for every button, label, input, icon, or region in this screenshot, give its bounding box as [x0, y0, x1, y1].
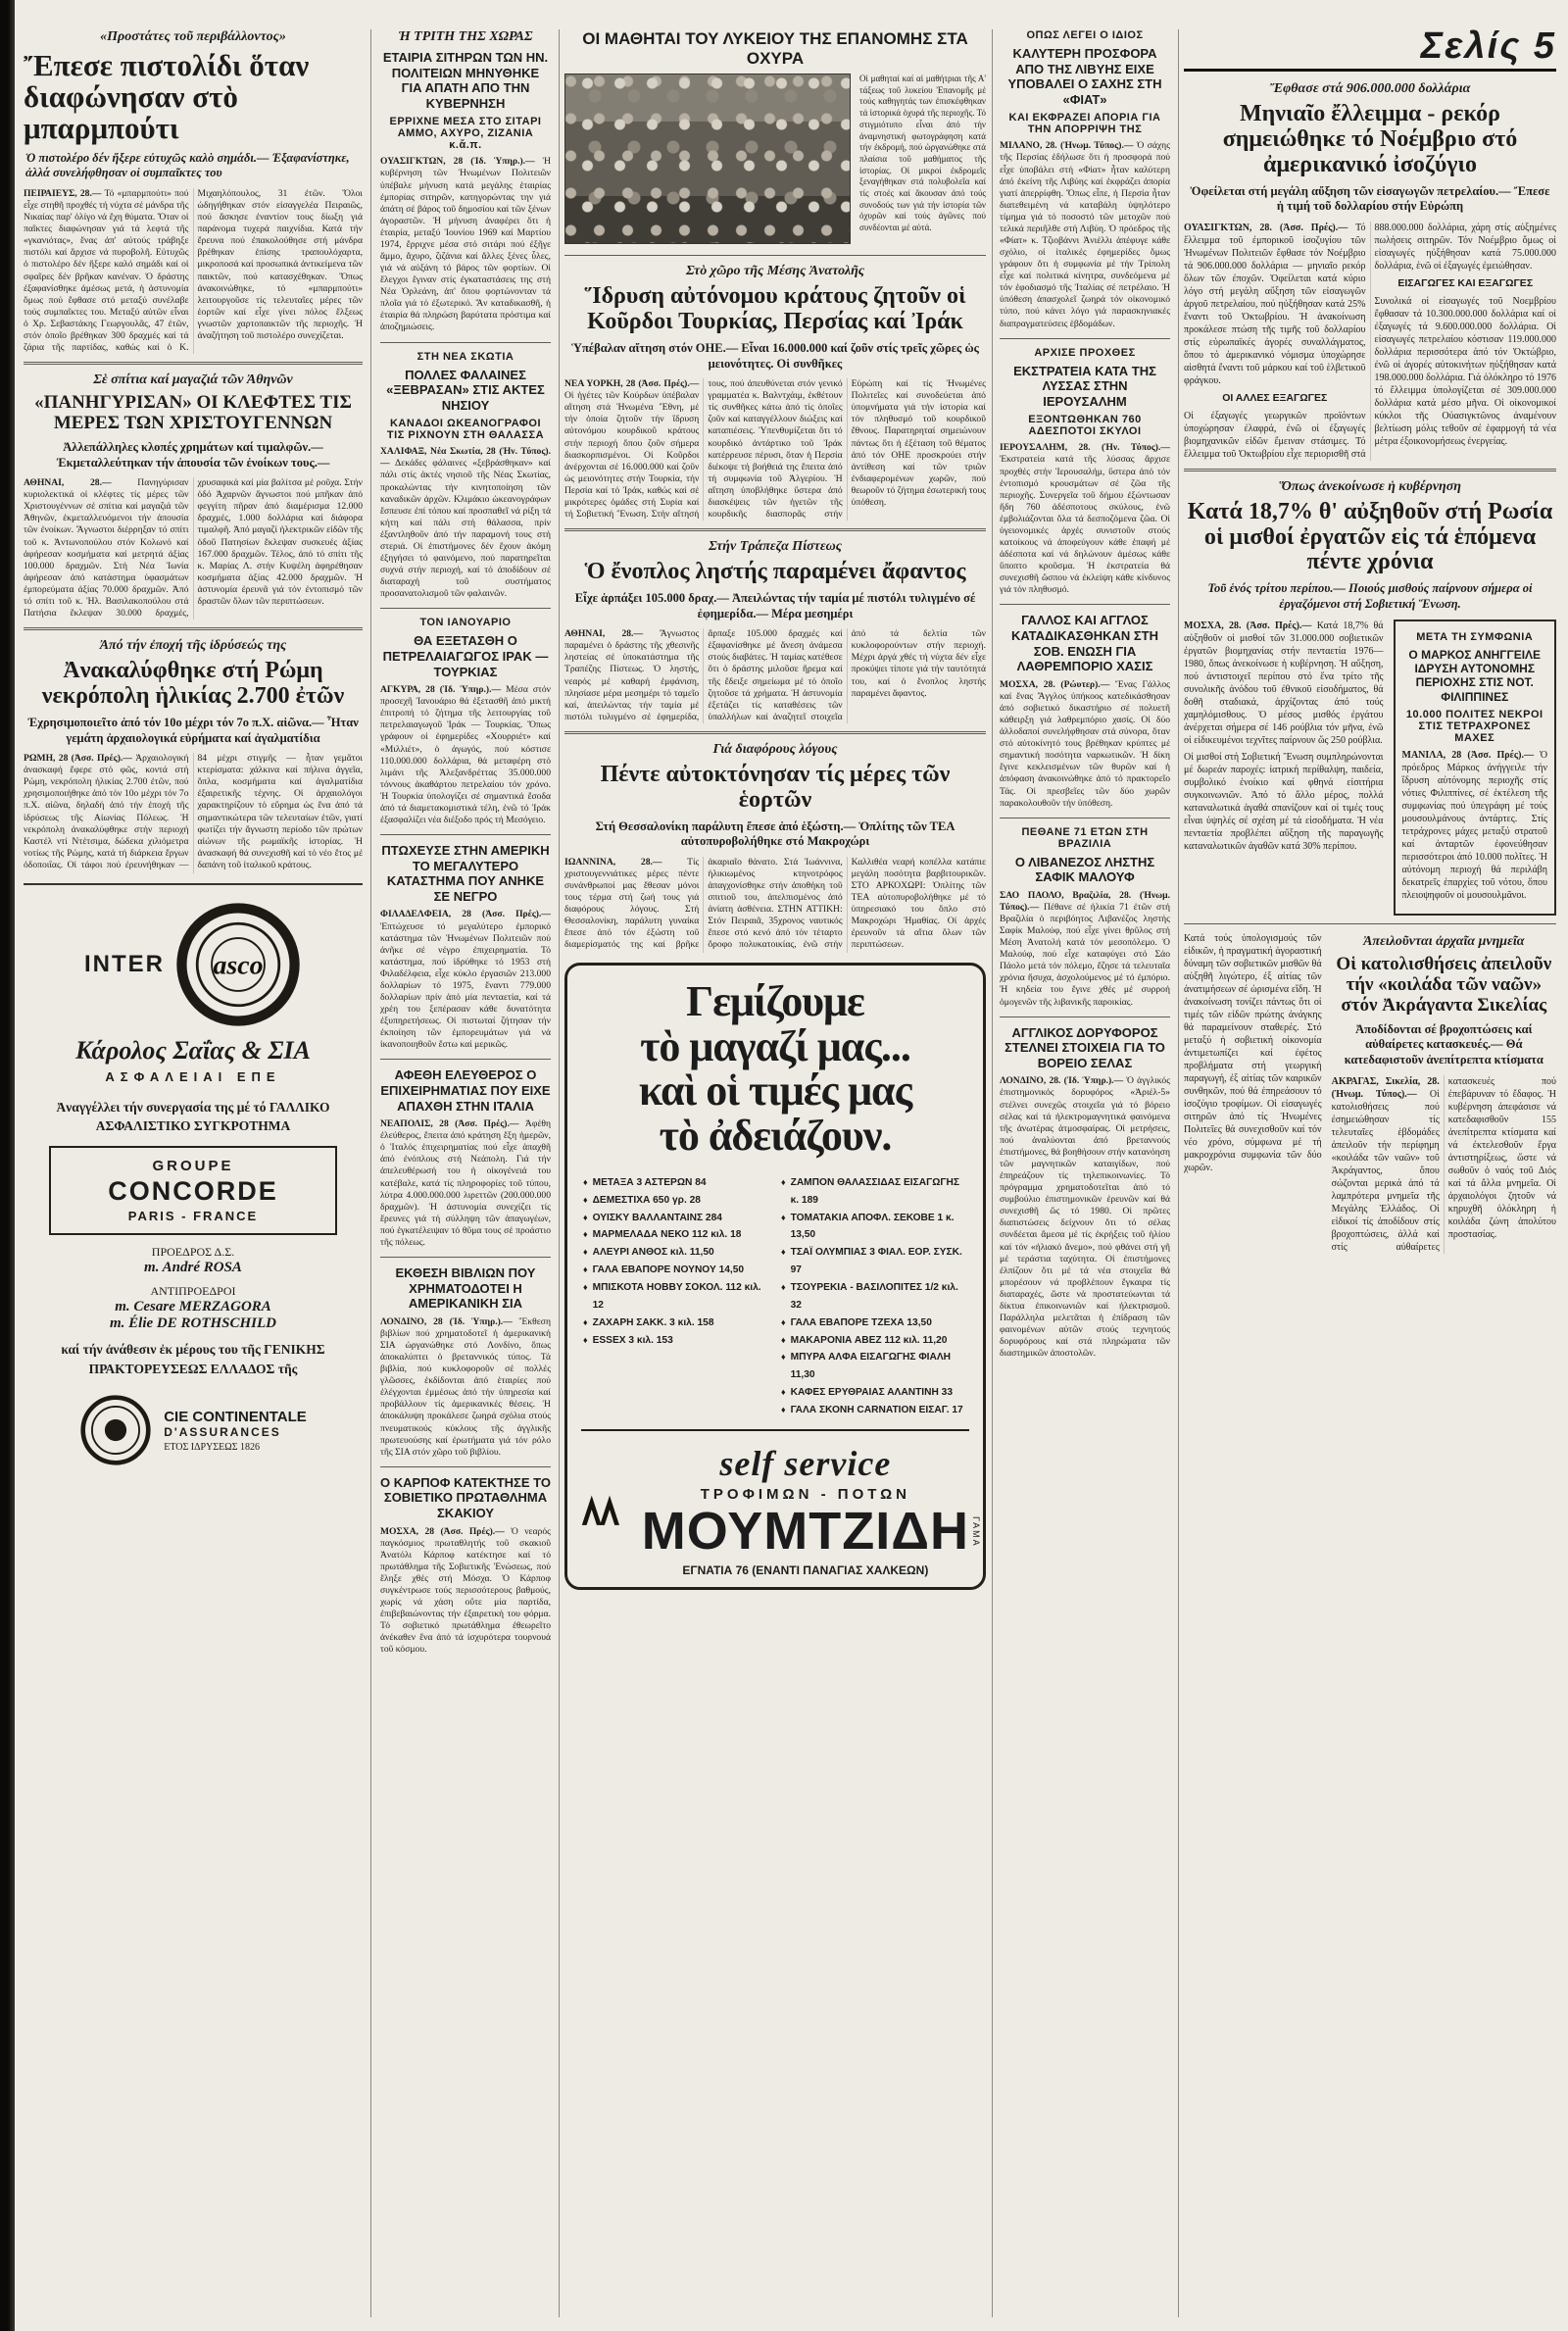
article-headline: Ἵδρυση αὐτόνομου κράτους ζητοῦν οἱ Κοῦρδοι Τουρκίας, Περσίας καί Ἰράκ — [584, 283, 966, 334]
price-item-label: ΤΟΜΑΤΑΚΙΑ ΑΠΟΦΛ. ΣΕΚΟΒΕ 1 κ. 13,50 — [790, 1212, 955, 1241]
dateline: ΦΙΛΑΔΕΛΦΕΙΑ, 28 (Ἀσσ. Πρές).— — [380, 909, 551, 920]
article-subhead: Ἀλλεπάλληλες κλοπές χρημάτων καί τιμαλφῶν.— Ἐκμεταλλεύτηκαν τήν ἀπουσία τῶν ἐνοίκων τους.— — [56, 439, 330, 470]
body-text: Ἀφέθη ἐλεύθερος, ἔπειτα ἀπό κράτηση ἕξη ἡμερῶν, ὁ Ἰταλός ἐπιχειρηματίας πού εἶχε ἀπαχθῆ ἀπό ἐνόπλους στή Νεάπολη. Γιά τήν ἀπελευθέρωσή του ἡ οἰκογένειά του κατέβαλε, κατά τίς πληροφορίες τοῦ τύπου, λύτρα 4.000.000.000 λιρεττῶν (200.000.000 δραχμῶν). Ἡ ἀστυνομία συνεχίζει τίς ἔρευνες γιά τή σύλληψη τῶν ἀπαγωγέων, πού ἐγκατέλειψαν τό θῦμα τους σέ προάστιο τῆς πόλεως. — [380, 1118, 551, 1248]
dateline: ΛΟΝΔΙΝΟ, 28. (Ἰδ. Ὑπηρ.).— — [1000, 1075, 1124, 1087]
article-kicker: ΠΕΘΑΝΕ 71 ΕΤΩΝ ΣΤΗ ΒΡΑΖΙΛΙΑ — [1021, 825, 1149, 850]
article-body — [380, 156, 551, 333]
column-right — [1184, 27, 1556, 2321]
article-headline: Ὁ ἔνοπλος ληστής παραμένει ἄφαντος — [584, 559, 966, 585]
article-headline: ΠΤΩΧΕΥΣΕ ΣΤΗΝ ΑΜΕΡΙΚΗ ΤΟ ΜΕΓΑΛΥΤΕΡΟ ΚΑΤΑΣΤΗΜΑ ΠΟΥ ΑΝΗΚΕ ΣΕ ΝΕΓΡΟ — [381, 843, 550, 904]
person-name: m. André ROSA — [144, 1260, 242, 1276]
price-list-right — [781, 1174, 967, 1419]
article-divider — [380, 608, 551, 609]
diamond-bullet-icon: ♦ — [781, 1212, 786, 1222]
price-item — [781, 1384, 967, 1402]
diamond-bullet-icon: ♦ — [583, 1316, 588, 1327]
article-body — [1402, 749, 1548, 902]
article-divider — [564, 528, 986, 531]
dateline: ΑΘΗΝΑΙ, 28.— — [24, 477, 112, 489]
price-item-label: ΖΑΜΠΟΝ ΘΑΛΑΣΣΙΔΑΣ ΕΙΣΑΓΩΓΗΣ κ. 189 — [790, 1176, 959, 1206]
crosshead: ΟΙ ΑΛΛΕΣ ΕΞΑΓΩΓΕΣ — [1222, 391, 1328, 404]
body-text: Δεκάδες φάλαινες «ξεβράσθηκαν» καί πάλι στίς ἀκτές νησιοῦ τῆς Νέας Σκωτίας, προκαλώντας τήν κινητοποίηση τῶν καναδικῶν ἀρχῶν. Κλιμάκιο ὠκεανογράφων ἔσπευσε ἐπί τόπου καί προσπαθεῖ νά ρίξη τά κήτη καί πάλι στή θάλασσα, πρίν ἐξαντληθοῦν ἀπό τήν παραμονή τους στή στεριά. Οἱ ἐπιστήμονες δέν ἔχουν ἀκόμη ἐξηγήσει τό φαινόμενο, πού παρατηρεῖται συχνά στήν περιοχή, καί τό ἀποδίδουν σέ διαταραχή τοῦ συστήματος προσανατολισμοῦ τῶν φαλαινῶν. — [380, 458, 551, 600]
article-headline: ΘΑ ΕΞΕΤΑΣΘΗ Ο ΠΕΤΡΕΛΑΙΑΓΩΓΟΣ ΙΡΑΚ — ΤΟΥΡΚΙΑΣ — [382, 633, 549, 679]
column-divider — [1178, 29, 1179, 2317]
article-rabies-jerusalem — [1000, 347, 1170, 597]
diamond-bullet-icon: ♦ — [583, 1265, 588, 1275]
groupe-concorde-box — [49, 1146, 337, 1235]
article-rome-necropolis — [24, 638, 363, 873]
article-kicker: ΟΠΩΣ ΛΕΓΕΙ Ο ΙΔΙΟΣ — [1026, 29, 1144, 41]
column-center — [564, 27, 986, 2321]
body-text: Ἀρχαιολογική ἀνασκαφή ἔφερε στό φῶς, κοντά στή Ρώμη, νεκρόπολη ἡλικίας 2.700 ἐτῶν, πού χρησιμοποιήθηκε ἀπό τόν 10ο μέχρι τόν 7ο π.Χ. αἰῶνα, δηλαδή ἀπό τήν ἐποχή τῆς ἱδρύσεως τῆς Αἰωνίας Πόλεως. Ἡ νεκρόπολη ἀνακαλύφθηκε στήν περιοχή Καστέλ ντί Ντέτσιμα, δώδεκα χιλιόμετρα νοτίως τῆς Ρώμης, κατά τή διάρκεια ἔργων ὁδοποιΐας. Οἱ τάφοι πού ἐρευνήθηκαν — 84 μέχρι στιγμῆς — ἦταν γεμᾶτοι κτερίσματα: χάλκινα καί πήλινα ἀγγεῖα, ὅπλα, κοσμήματα καί ἀγαλματίδια ἐξαιρετικῆς τέχνης. Οἱ ἀρχαιολόγοι χαρακτηρίζουν τό εὕρημα ὡς ἕνα ἀπό τά σημαντικώτερα τῶν τελευταίων ἐτῶν, γιατί φωτίζει τήν ἄγνωστη περίοδο τῶν πρώτων αἰώνων τῆς ρωμαϊκῆς ἱστορίας. Ἡ ἀνασκαφή θά συνεχισθῆ καί τό νέο ἔτος μέ δαπάνη τοῦ ἰταλικοῦ κράτους. — [24, 753, 363, 870]
dateline: ΙΕΡΟΥΣΑΛΗΜ, 28. (Ἠν. Τύπος).— — [1000, 442, 1170, 454]
price-item — [781, 1314, 967, 1332]
cie-name: CIE CONTINENTALE — [164, 1408, 307, 1425]
article-headline: Ο ΛΙΒΑΝΕΖΟΣ ΛΗΣΤΗΣ ΣΑΦΙΚ ΜΑΛΟΥΦ — [1014, 854, 1155, 885]
article-divider — [1000, 338, 1170, 339]
price-item — [583, 1314, 769, 1332]
article-headline: Κατά 18,7% θ' αὐξηθοῦν στή Ρωσία οἱ μισθοί ἐργατῶν εἰς τά ἑπόμενα πέντε χρόνια — [1187, 498, 1553, 575]
cie-name-2: D'ASSURANCES — [164, 1424, 281, 1439]
body-text: Οἱ ἡγέτες τῶν Κούρδων ὑπέβαλαν αἴτηση στά Ἡνωμένα Ἔθνη, μέ τήν ὁποία ζητοῦν τήν ἵδρυση αὐτονόμου κουρδικοῦ κράτους στήν περιοχή ὅπου ζοῦν σήμερα διασκορπισμένοι. Οἱ Κοῦρδοι ἀνέρχονται σέ 16.000.000 καί ζοῦν ὡς μειονότητες στήν Τουρκία, τήν Περσία καί τό Ἰράκ, καθώς καί σέ μικρότερες ὁμάδες στή Συρία καί τή Σοβιετική Ἕνωση. Στήν αἴτησή τους, πού ἀπευθύνεται στόν γενικό γραμματέα κ. Βαλντχάιμ, ἐκθέτουν τίς συνθῆκες κάτω ἀπό τίς ὁποῖες ζοῦν καί καταγγέλλουν διώξεις καί καταπιέσεις. Ὑπενθυμίζεται ὅτι τό κουρδικό ἀντάρτικο τοῦ Ἰράκ κατέρρευσε πέρυσι, ὅταν ἡ Περσία διέκοψε τή βοήθειά της ἔπειτα ἀπό τή συμφωνία τοῦ Ἀλγερίου. Ἡ αἴτηση ὑποβλήθηκε ὕστερα ἀπό διασκέψεις τῶν ἡγετῶν τῆς κουρδικῆς διασπορᾶς στήν Εὐρώπη καί τίς Ἡνωμένες Πολιτεῖες καί συνοδεύεται ἀπό ὑπομνήματα γιά τήν ἱστορία καί τόν πληθυσμό τοῦ κουρδικοῦ ἔθνους. Παρατηρηταί σημειώνουν πάντως ὅτι ἡ ἐξέταση τοῦ θέματος ἀπό τόν ΟΗΕ προσκρούει στήν ἀντίθεση καί τῶν τριῶν ἐνδιαφερομένων χωρῶν, πού θεωροῦν τό ζήτημα ἐσωτερική τους ὑπόθεση. — [564, 378, 986, 521]
article-body — [380, 909, 551, 1051]
ad-agency-mark: ΓΑΜΑ — [971, 1516, 981, 1548]
article-kicker: Σὲ σπίτια καί μαγαζιά τῶν Ἀθηνῶν — [93, 372, 293, 388]
price-item-label: ΟΥΙΣΚΥ ΒΑΛΛΑΝΤΑΙΝΣ 284 — [592, 1212, 722, 1223]
article-kurds-state — [564, 264, 986, 521]
price-item-label: ΜΕΤΑΞΑ 3 ΑΣΤΕΡΩΝ 84 — [592, 1176, 707, 1188]
article-subhead: Ὀφείλεται στή μεγάλη αὔξηση τῶν εἰσαγωγῶν πετρελαίου.— Ἔπεσε ἡ τιμή τοῦ δολλαρίου στήν Εὐρώπη — [1190, 183, 1550, 214]
article-body — [24, 753, 363, 873]
store-category-label: ΤΡΟΦΙΜΩΝ - ΠΟΤΩΝ — [700, 1485, 910, 1503]
page-number-label: Σελίς 5 — [1184, 27, 1556, 72]
article-divider — [380, 1466, 551, 1467]
price-item — [583, 1192, 769, 1210]
price-item — [781, 1279, 967, 1314]
body-text: Τίς χριστουγεννιάτικες μέρες πέντε συνάνθρωποί μας ἔθεσαν μόνοι τους τέρμα στή ζωή τους γιά διαφόρους λόγους. Στή Θεσσαλονίκη, παράλυτη γυναίκα ἔπεσε ἀπό τόν ἑξώστη τοῦ διαμερίσματός της καί βρῆκε ἀκαριαῖο θάνατο. Στά Ἰωάννινα, ἡλικιωμένος κτηνοτρόφος ἀπαγχονίσθηκε στήν ἀποθήκη τοῦ σπιτιοῦ του, ἀπελπισμένος ἀπό ἀνίατη ἀσθένεια. ΣΤΗΝ ΑΤΤΙΚΗ: Στόν Πειραιᾶ, 35χρονος ναυτικός ἔπεσε στό κενό ἀπό τόν τέταρτο ὄροφο πολυκατοικίας, ἐνῶ στήν Καλλιθέα νεαρή κοπέλλα κατάπιε μεγάλη ποσότητα βαρβιτουρικῶν. ΣΤΟ ΑΡΚΟΧΩΡΙ: Ὁπλίτης τῶν ΤΕΑ αὐτοπυροβολήθηκε μέ τό ὑπηρεσιακό του ὅπλο στό Μακροχώρι Ἠμαθίας. Οἱ ἀρχές ἐρευνοῦν τά αἴτια ὅλων τῶν περιπτώσεων. — [564, 856, 986, 951]
article-divider — [380, 1059, 551, 1060]
article-divider — [380, 342, 551, 343]
article-subhead: Τοῦ ἑνός τρίτου περίπου.— Ποιούς μισθούς παίρνουν σήμερα οἱ ἐργαζόμενοι στή Σοβιετική Ἕνωση. — [1207, 581, 1533, 611]
diamond-bullet-icon: ♦ — [583, 1281, 588, 1292]
article-subhead: 10.000 ΠΟΛΙΤΕΣ ΝΕΚΡΟΙ ΣΤΙΣ ΤΕΤΡΑΧΡΟΝΕΣ ΜΑΧΕΣ — [1405, 709, 1544, 745]
price-item-label: ΜΑΡΜΕΛΑΔΑ ΝΕΚΟ 112 κιλ. 18 — [592, 1229, 742, 1241]
article-whales — [380, 351, 551, 601]
price-item-label: ΓΑΛΑ ΣΚΟΝΗ CARNATION ΕΙΣΑΓ. 17 — [790, 1404, 963, 1415]
article-bankruptcy — [380, 843, 551, 1051]
price-item-label: ΤΣΑΪ ΟΛΥΜΠΙΑΣ 3 ΦΙΑΛ. ΕΟΡ. ΣΥΣΚ. 97 — [790, 1247, 962, 1276]
diamond-bullet-icon: ♦ — [583, 1247, 588, 1258]
price-item — [583, 1174, 769, 1192]
article-hashish-smugglers — [1000, 613, 1170, 809]
article-bank-robber — [564, 539, 986, 723]
dateline: ΜΟΣΧΑ, 28. (Ἀσσ. Πρές).— — [1184, 620, 1312, 631]
article-body — [24, 188, 363, 354]
article-maluf-death — [1000, 826, 1170, 1009]
article-headline: ΕΚΘΕΣΗ ΒΙΒΛΙΩΝ ΠΟΥ ΧΡΗΜΑΤΟΔΟΤΕΙ Η ΑΜΕΡΙΚΑΝΙΚΗ ΣΙΑ — [395, 1265, 536, 1312]
diamond-bullet-icon: ♦ — [781, 1281, 786, 1292]
body-text: Κατά 18,7% θά αὐξηθοῦν οἱ μισθοί τῶν 31.000.000 σοβιετικῶν ἐργατῶν βιομηχανίας στήν πενταετία 1976—1980, ὅπως ἀνεκοίνωσε ἡ κυβέρνηση. Ἡ αὔξηση, πού ἀντιστοιχεῖ περίπου στό ἕνα τρίτο τῆς συνολικῆς ἀνόδου τοῦ ἐθνικοῦ εἰσοδήματος, θά δοθῆ σταδιακά, ἀρχίζοντας ἀπό τούς χαμηλόμισθους. Ὁ μέσος μισθός ἐργάτου ἀνέρχεται σήμερα σέ 146 ρούβλια τόν μῆνα, ἐνῶ οἱ εἰδικευμένοι τεχνῖτες παίρνουν ὥς 250 ρούβλια. — [1184, 620, 1384, 746]
advertiser-name: Κάρολος Σαΐας & ΣΙΑ — [75, 1035, 311, 1065]
article-subhead: ΕΞΟΝΤΩΘΗΚΑΝ 760 ΑΔΕΣΠΟΤΟΙ ΣΚΥΛΟΙ — [1028, 414, 1142, 438]
article-divider — [1184, 923, 1556, 924]
asco-logo-icon — [174, 901, 302, 1028]
diamond-bullet-icon: ♦ — [781, 1316, 786, 1327]
body-text: Τό ἔλλειμμα τοῦ ἐμπορικοῦ ἰσοζυγίου τῶν Ἡνωμένων Πολιτειῶν ἔφθασε τόν Νοέμβριο τά 906.000.000 δολλάρια — μηνιαῖο ρεκόρ ὅλων τῶν ἐποχῶν. Ὀφείλεται κατά κύριο λόγο στή μεγάλη αὔξηση τῶν εἰσαγωγῶν ἀργοῦ πετρελαίου, πού ηὐξήθησαν κατά 25% ἔναντι τοῦ Ὀκτωβρίου. Ἡ ἀνακοίνωση προκάλεσε πτώση τῆς τιμῆς τοῦ δολλαρίου στίς εὐρωπαϊκές ἀγορές συναλλάγματος, ὅπου τό ἀμερικανικό νόμισμα ὑποχώρησε αἰσθητά ἔναντι τοῦ μάρκου καί τοῦ ἑλβετικοῦ φράγκου. — [1184, 222, 1366, 386]
body-text: Οἱ κατολισθήσεις πού ἐσημειώθησαν τίς τελευταῖες ἑβδομάδες ἀπειλοῦν τήν περίφημη «κοιλάδα τῶν ναῶν» τοῦ Ἀκράγαντος, ὅπου σώζονται μερικά ἀπό τά λαμπρότερα μνημεῖα τῆς Μεγάλης Ἑλλάδος. Οἱ εἰδικοί τίς ἀποδίδουν στίς βροχοπτώσεις, ἀλλά καί στίς αὐθαίρετες κατασκευές πού ἐπεβάρυναν τό ἔδαφος. Ἡ κυβέρνηση ἀπεφάσισε νά κατεδαφισθοῦν 155 ἀνεπίτρεπτα κτίσματα καί νά ἐκτελεσθοῦν ἔργα ἀντιστηρίξεως, ὥστε νά σωθοῦν ὁ ναός τοῦ Διός καί τά ἄλλα μνημεῖα. Οἱ ἀρχαιολόγοι ζητοῦν νά κηρυχθῆ ὁλόκληρη ἡ κοιλάδα ζώνη ἀπολύτου προστασίας. — [1331, 1075, 1556, 1253]
article-divider — [24, 627, 363, 630]
article-kicker: ΣΤΗ ΝΕΑ ΣΚΩΤΙΑ — [416, 350, 514, 363]
article-subhead: Στή Θεσσαλονίκη παράλυτη ἔπεσε ἀπό ἑξώστη.— Ὁπλίτης τῶν ΤΕΑ αὐτοπυροβολήθηκε στό Μακροχώρι — [595, 818, 956, 849]
article-body — [1000, 442, 1170, 596]
body-text: Συνολικά οἱ εἰσαγωγές τοῦ Νοεμβρίου ἔφθασαν τά 10.300.000.000 δολλάρια καί οἱ ἐξαγωγές τά 9.600.000.000 δολλάρια. Οἱ εἰσαγωγές πετρελαίου κόστισαν 119.000.000 δολλάρια περισσότερα ἀπό τόν Ὀκτώβριο, ἐνῶ οἱ ἀγορές αὐτοκινήτων ηὐξήθησαν κατά 198.000.000 δολλάρια. Γιά ὁλόκληρο τό 1976 τό ἔλλειμμα ὑπολογίζεται σέ 309.000.000 δολλάρια κατά μέσο μῆνα. Οἱ οἰκονομικοί κύκλοι τῆς Οὐασιγκτῶνος ἀναμένουν βελτίωση μόλις τεθοῦν σέ ἐφαρμογή τά νέα μέτρα ἐξοικονομήσεως ἐνεργείας. — [1374, 295, 1556, 447]
dateline: ΙΩΑΝΝΙΝΑ, 28.— — [564, 856, 662, 868]
article-kicker: Ἔφθασε στά 906.000.000 δολλάρια — [1269, 81, 1471, 96]
article-headline: Μηνιαῖο ἔλλειμμα - ρεκόρ σημειώθηκε τό Νοέμβριο στό ἀμερικανικό ἰσοζύγιο — [1222, 101, 1518, 177]
article-kicker: Στήν Τράπεζα Πίστεως — [709, 539, 842, 555]
article-kicker: Ἀπειλοῦνται ἀρχαῖα μνημεῖα — [1363, 934, 1525, 950]
price-list-left — [583, 1174, 769, 1419]
price-item — [583, 1332, 769, 1350]
dateline: ΑΘΗΝΑΙ, 28.— — [564, 628, 644, 640]
dateline: ΟΥΑΣΙΓΚΤΩΝ, 28. (Ἀσσ. Πρές).— — [1184, 222, 1348, 233]
price-item — [583, 1262, 769, 1279]
price-item-label: ΔΕΜΕΣΤΙΧΑ 650 γρ. 28 — [592, 1194, 701, 1206]
ad-moumtzidis-store — [564, 963, 986, 1590]
column-world-briefs — [1000, 27, 1170, 2321]
article-body — [1184, 620, 1384, 917]
groupe-label: GROUPE — [152, 1158, 234, 1175]
students-photo — [564, 74, 851, 244]
diamond-bullet-icon: ♦ — [583, 1212, 588, 1222]
article-headline: Ο ΜΑΡΚΟΣ ΑΝΗΓΓΕΙΛΕ ΙΔΡΥΣΗ ΑΥΤΟΝΟΜΗΣ ΠΕΡΙΟΧΗΣ ΣΤΙΣ ΝΟΤ. ΦΙΛΙΠΠΙΝΕΣ — [1408, 647, 1542, 704]
article-kicker: Γιά διαφόρους λόγους — [712, 741, 838, 757]
body-text: Τό «μπαρμπούτι» πού εἶχε στηθῆ προχθές τή νύχτα σέ μάνδρα τῆς Νικαίας παρ' ὀλίγο νά ἔχη θύματα. Ὅταν οἱ παῖκτες διαφώνησαν γιά τά λεφτά τῆς «γκανιότας», ἕνας ἀπ' αὐτούς τράβηξε πιστόλι καί ἄρχισε νά πυροβολῆ. Εὐτυχῶς ὁ πιστολέρο δέν ἤξερε καλό σημάδι καί οἱ σφαῖρες δέν βρῆκαν κανέναν. Ὁ δράστης ἐξαφανίσθηκε ἀμέσως μετά, ἡ ἀστυνομία ὅμως πού ἔφθασε στό μεταξύ συνέλαβε τούς συμπαῖκτες του. Μεταξύ αὐτῶν εἶναι ὁ Χρ. Σεβαστάκης Γεωργουλᾶς, 47 ἐτῶν, στόν ὁποῖο βρέθηκαν 300 δραχμές καί τά ζάρια τῆς παρτίδας, καθώς καί ὁ Κ. Μιχαηλόπουλος, 31 ἐτῶν. Ὅλοι ὡδηγήθηκαν στόν εἰσαγγελέα Πειραιῶς, πού ἄσκησε ἐναντίον τους δίωξη γιά παράνομα τυχερά παιχνίδια. Κατά τήν ἔρευνα πού ἐπακολούθησε στή μάνδρα βρέθηκαν ἐπίσης τραπουλόχαρτα, μικροποσά καί προσωπικά ἀντικείμενα τῶν παικτῶν, πού κατασχέθηκαν. Ὅπως ἀνακοινώθηκε, τό «μπαρμπούτι» λειτουργοῦσε τίς τελευταῖες μέρες τῶν ἑορτῶν καί εἶχε γίνει πόλος ἕλξεως γνωστῶν χαρτοπαικτῶν τῆς περιοχῆς. Ἡ ἀναζήτηση τοῦ πιστολέρο συνεχίζεται. — [24, 188, 363, 354]
person-name: m. Élie DE ROTHSCHILD — [109, 1315, 277, 1332]
price-item — [781, 1332, 967, 1350]
article-body — [24, 477, 363, 620]
column-briefs — [380, 27, 551, 2321]
body-text: Ἐπτώχευσε τό μεγαλύτερο ἐμπορικό κατάστημα τῶν Ἡνωμένων Πολιτειῶν πού ἀνῆκε σέ νέγρο ἐπιχειρηματία. Τό κατάστημα, πού ἱδρύθηκε τό 1953 στή Φιλαδέλφεια, εἶχε κύκλο ἐργασιῶν 213.000 δολλαρίων τό 1975, ἔναντι 779.000 δολλαρίων πρίν ἀπό μία πενταετία, καί τά χρέη του ξεπέρασαν κάθε δυνατότητα ἐξυπηρετήσεως. Οἱ πιστωταί ζήτησαν τήν ἐκποίηση τῶν ἐμπορευμάτων γιά νά ἱκανοποιηθοῦν ἔστω καί μερικῶς. — [380, 920, 551, 1051]
dateline: ΛΟΝΔΙΝΟ, 28 (Ἰδ. Ὑπηρ.).— — [380, 1315, 513, 1327]
body-text: Μέσα στόν προσεχῆ Ἰανουάριο θά ἐξετασθῆ ἀπό μικτή ἐπιτροπή τό ζήτημα τῆς λειτουργίας τοῦ πετρελαιαγωγοῦ Ἰράκ — Τουρκίας. Ὅπως γράφουν οἱ ἐφημερίδες «Χουρριέτ» καί «Μιλλιέτ», ὁ ἀγωγός, πού κόστισε 110.000.000 δολλάρια, θά μεταφέρη στό λιμάνι τῆς Ἀλεξανδρέττας 35.000.000 τόννους ἀκαθάρτου πετρελαίου τόν χρόνο. Ἡ Τουρκία ὑπολογίζει σέ σημαντικά ἔσοδα ἀπό τά διαμετακομιστικά τέλη, ἐνῶ τό Ἰράκ ἐξασφαλίζει νέα διέξοδο πρός τή Μεσόγειο. — [380, 684, 551, 825]
price-item-label: ΚΑΦΕΣ ΕΡΥΘΡΑΙΑΣ ΑΛΑΝΤΙΝΗ 33 — [790, 1387, 953, 1399]
dateline: ΣΑΟ ΠΑΟΛΟ, Βραζιλία, 28. (Ἠνωμ. Τύπος).— — [1000, 889, 1170, 913]
scan-edge — [0, 0, 15, 2331]
dateline: ΜΙΛΑΝΟ, 28. (Ἠνωμ. Τύπος).— — [1000, 140, 1134, 152]
article-kicker: Ὅπως ἀνεκοίνωσε ἡ κυβέρνηση — [1279, 478, 1461, 494]
diamond-bullet-icon: ♦ — [781, 1247, 786, 1258]
article-aurora-satellite — [1000, 1025, 1170, 1361]
price-item — [781, 1210, 967, 1245]
diamond-bullet-icon: ♦ — [583, 1194, 588, 1205]
dateline: ΜΑΝΙΛΑ, 28 (Ἀσσ. Πρές).— — [1401, 750, 1534, 762]
asco-logo-text: asco — [213, 950, 264, 981]
self-service-block — [581, 1429, 969, 1577]
column-header: Ἡ ΤΡΙΤΗ ΤΗΣ ΧΩΡΑΣ — [398, 29, 533, 44]
body-text: Πανηγύρισαν κυριολεκτικά οἱ κλέφτες τίς μέρες τῶν Χριστουγέννων σέ σπίτια καί μαγαζιά τῶν Ἀθηνῶν, ἐκμεταλλευόμενοι τήν ἀπουσία τῶν ἐνοίκων. Ἄγνωστοι διέρρηξαν τό σπίτι τοῦ κ. Ἀντωνοπούλου στόν Κολωνό καί ἀφήρεσαν κοσμήματα καί μετρητά ἀξίας 100.000 δραχμῶν. Στή Νέα Ἰωνία ἀφήρεσαν ἀπό κατάστημα ὑφασμάτων ἐμπορεύματα ἀξίας 70.000 δραχμῶν. Ἀπό τό σπίτι τοῦ κ. Ἠλ. Βασιλακοπούλου στά Πατήσια ἔκλεψαν 30.000 δραχμές, χρυσαφικά καί μία βαλίτσα μέ ροῦχα. Στήν ὁδό Ἀχαρνῶν ἄγνωστοι πού μπῆκαν ἀπό φεγγίτη πῆραν ἀπό διαμέρισμα 12.000 δραχμές, 1.000 δολλάρια καί διάφορα τιμαλφῆ. Ἀπό μαγαζί ἠλεκτρικῶν εἰδῶν τῆς ὁδοῦ Πατησίων ἔκλεψαν συσκευές ἀξίας 167.000 δραχμῶν. Τέλος, ἀπό τό σπίτι τῆς κ. Μαρίας Λ. στήν Κυψέλη ἀφηρέθησαν κοσμήματα ἀξίας 42.000 δραχμῶν. Ἡ ἀστυνομία ἐρευνᾶ γιά τόν ἐντοπισμό τῶν δραστῶν ὅλων τῶν περιπτώσεων. — [24, 477, 363, 619]
concorde-label: CONCORDE — [108, 1176, 278, 1207]
price-item — [583, 1244, 769, 1262]
article-body — [1184, 222, 1556, 461]
article-kicker: ΤΟΝ ΙΑΝΟΥΑΡΙΟ — [419, 617, 512, 629]
photo-caption: Οἱ μαθηταί καί αἱ μαθήτριαι τῆς Α' τάξεως τοῦ λυκείου Ἐπανομῆς μέ τούς καθηγητάς των ἐπισκέφθηκαν τά ἱστορικά ὀχυρά τῆς περιοχῆς. Τό στιγμιότυπο εἶναι ἀπό τήν ἀναμνηστική φωτογράφηση κατά τήν ἐκδρομή, πού ὠργανώθηκε στά πλαίσια τοῦ μαθήματος τῆς ἱστορίας. Οἱ μικροί ἐκδρομεῖς ξεναγήθηκαν στά πολυβολεῖα καί τίς στοές καί ἄκουσαν ἀπό τούς συνοδούς των γιά τήν ἱστορία τῶν ὀχυρῶν καί τούς ἀγῶνες πού συνδέονται μέ αὐτά. — [859, 74, 986, 233]
article-divider — [380, 834, 551, 835]
price-item — [781, 1174, 967, 1210]
ad-slogan-line: Γεμίζουμε — [686, 976, 864, 1025]
price-list — [583, 1174, 967, 1419]
article-headline: ΑΓΓΛΙΚΟΣ ΔΟΡΥΦΟΡΟΣ ΣΤΕΛΝΕΙ ΣΤΟΙΧΕΙΑ ΓΙΑ ΤΟ ΒΟΡΕΙΟ ΣΕΛΑΣ — [1004, 1024, 1165, 1070]
article-kicker: ΑΡΧΙΣΕ ΠΡΟΧΘΕΣ — [1034, 346, 1136, 359]
article-headline: ΚΑΛΥΤΕΡΗ ΠΡΟΣΦΟΡΑ ΑΠΟ ΤΗΣ ΛΙΒΥΗΣ ΕΙΧΕ ΥΠΟΒΑΛΕΙ Ο ΣΑΧΗΣ ΣΤΗ «ΦΙΑΤ» — [1007, 46, 1162, 107]
article-karpov-chess — [380, 1475, 551, 1657]
dateline: ΜΟΣΧΑ, 28. (Ρώυτερ).— — [1000, 678, 1110, 690]
article-headline: «ΠΑΝΗΓΥΡΙΣΑΝ» ΟΙ ΚΛΕΦΤΕΣ ΤΙΣ ΜΕΡΕΣ ΤΩΝ ΧΡΙΣΤΟΥΓΕΝΝΩΝ — [34, 392, 352, 433]
article-body — [564, 628, 986, 723]
article-holiday-suicides — [564, 742, 986, 953]
article-body — [1000, 679, 1170, 810]
ad-slogan-line: τὸ ἀδειάζουν. — [659, 1112, 892, 1161]
article-body — [380, 1118, 551, 1249]
article-body — [380, 1316, 551, 1459]
article-headline: ΕΚΣΤΡΑΤΕΙΑ ΚΑΤΑ ΤΗΣ ΛΥΣΣΑΣ ΣΤΗΝ ΙΕΡΟΥΣΑΛΗΜ — [1013, 363, 1156, 409]
paris-france-label: PARIS - FRANCE — [127, 1209, 259, 1224]
article-subhead: ΕΡΡΙΧΝΕ ΜΕΣΑ ΣΤΟ ΣΙΤΑΡΙ ΑΜΜΟ, ΑΧΥΡΟ, ΖΙΖΑΝΙΑ κ.ἄ.π. — [389, 116, 542, 152]
person-name: m. Cesare MERZAGORA — [115, 1299, 271, 1315]
diamond-bullet-icon: ♦ — [583, 1176, 588, 1187]
ad-slogan-line: καὶ οἱ τιμές μας — [638, 1066, 912, 1116]
body-text: Ὁ πρόεδρος Μάρκος ἀνήγγειλε τήν ἵδρυση αὐτόνομης περιοχῆς στίς νότιες Φιλιππίνες, σέ ἐκτέλεση τῆς συμφωνίας πού ὑπεγράφη μέ τούς μουσουλμάνους ἀντάρτες. Στίς τετράχρονες μάχες μεταξύ στρατοῦ καί ἀνταρτῶν ἐφονεύθησαν περισσότεροι ἀπό 10.000 πολῖτες. Ἡ αὐτόνομη περιοχή θά περιλάβη δεκατρεῖς ἐπαρχίες τοῦ νότου, ὅπου πλειοψηφοῦν οἱ μουσουλμᾶνοι. — [1401, 750, 1548, 902]
price-item-label: ΜΠΥΡΑ ΑΛΦΑ ΕΙΣΑΓΩΓΗΣ ΦΙΑΛΗ 11,30 — [790, 1352, 952, 1381]
article-headline: Πέντε αὐτοκτόνησαν τίς μέρες τῶν ἑορτῶν — [600, 761, 951, 813]
article-subhead: Ἐχρησιμοποιεῖτο ἀπό τόν 10ο μέχρι τόν 7ο π.Χ. αἰῶνα.— Ἦταν γεμάτη ἀρχαιολογικά εὑρήματα καί ἀγαλματίδια — [27, 715, 359, 745]
article-body — [1000, 140, 1170, 329]
diamond-bullet-icon: ♦ — [781, 1387, 786, 1398]
body-text: Κατά τούς ὑπολογισμούς τῶν εἰδικῶν, ἡ πραγματική ἀγοραστική δύναμη τῶν σοβιετικῶν μισθῶν θά αὐξηθῆ λιγώτερο, ἐξ αἰτίας τῶν ἀνατιμήσεων σέ ὡρισμένα εἴδη. Ἡ ἀνακοίνωση τονίζει πάντως ὅτι οἱ τιμές τῶν εἰδῶν πρώτης ἀνάγκης θά παραμείνουν σταθερές. Στό μεταξύ ἡ σοβιετική οἰκονομία ἀντιμετωπίζει καί ἐφέτος προβλήματα στή γεωργική παραγωγή, ἐξ αἰτίας τῶν καιρικῶν συνθηκῶν, πού θά ἐπηρεάσουν τό ἰσοζύγιο τροφίμων. Οἱ εἰσαγωγές σιτηρῶν ἀπό τίς Ἡνωμένες Πολιτεῖες θά συνεχισθοῦν καί τόν νέο χρόνο, σύμφωνα μέ τή μακροχρόνια συμφωνία τῶν δύο χωρῶν. — [1184, 933, 1322, 1174]
article-kicker: ΜΕΤΑ ΤΗ ΣΥΜΦΩΝΙΑ — [1416, 630, 1534, 643]
article-philippines-box — [1394, 620, 1557, 917]
article-soviet-wages — [1184, 479, 1556, 917]
article-headline: ΓΑΛΛΟΣ ΚΑΙ ΑΓΓΛΟΣ ΚΑΤΑΔΙΚΑΣΘΗΚΑΝ ΣΤΗ ΣΟΒ. ΕΝΩΣΗ ΓΙΑ ΛΑΘΡΕΜΠΟΡΙΟ ΧΑΣΙΣ — [1010, 613, 1158, 674]
price-item-label: ESSEX 3 κιλ. 153 — [592, 1334, 673, 1346]
photo-headline: ΟΙ ΜΑΘΗΤΑΙ ΤΟΥ ΛΥΚΕΙΟΥ ΤΗΣ ΕΠΑΝΟΜΗΣ ΣΤΑ ΟΧΥΡΑ — [582, 29, 968, 68]
cie-founded: ΕΤΟΣ ΙΔΡΥΣΕΩΣ 1826 — [164, 1441, 261, 1453]
article-grain-company — [380, 50, 551, 334]
body-text: Οἱ ἐξαγωγές γεωργικῶν προϊόντων ὑποχώρησαν ἐλαφρά, ἐνῶ οἱ ἐξαγωγές βιομηχανικῶν εἰδῶν ἔμειναν στάσιμες. Τό ἔλλειμμα τοῦ Ὀκτωβρίου εἶχε περιορισθῆ στά 888.000.000 δολλάρια, χάρη στίς αὐξημένες πωλήσεις σιτηρῶν. Τόν Νοέμβριο ὅμως οἱ εἰσαγωγές ηὐξήθησαν κατά 75.000.000 δολλάρια, ἐνῶ οἱ ἐξαγωγές ἐμειώθησαν. — [1184, 222, 1556, 460]
article-kicker: Ἀπό τήν ἐποχή τῆς ἱδρύσεώς της — [99, 638, 287, 654]
price-item — [583, 1279, 769, 1314]
column-left — [24, 27, 363, 2321]
body-text: Ἡ κυβέρνηση τῶν Ἡνωμένων Πολιτειῶν ὑπέβαλε μήνυση κατά μεγάλης ἑταιρίας ἐμπορίας σιτηρῶν, κατηγορώντας την γιά ἀπάτη σέ βάρος τοῦ δημοσίου καί τῶν ξένων ἀγοραστῶν. Ἡ μήνυση ἀναφέρει ὅτι ἡ ἑταιρία, μεταξύ Ἰουνίου 1969 καί Μαρτίου 1974, ἔρριχνε μέσα στό σιτάρι πού ἐξῆγε ἄμμο, ἄχυρο, ζιζάνια καί ἄλλες ξένες ὗλες, γιά νά αὐξάνη τό βάρος τῶν φορτίων. Οἱ ἔλεγχοι ἔγιναν στίς ἐγκαταστάσεις της στή Νέα Ὀρλεάνη, ἀπ' ὅπου φορτώνονταν τά πλοῖα γιά τό ἐξωτερικό. Ἄν καταδικασθῆ, ἡ ἑταιρία θά πληρώση βαρύτατα πρόστιμα καί ἀποζημιώσεις. — [380, 156, 551, 333]
diamond-bullet-icon: ♦ — [583, 1229, 588, 1240]
article-body — [564, 378, 986, 521]
article-divider — [564, 255, 986, 256]
article-kidnapped-businessman — [380, 1067, 551, 1249]
article-headline: ΠΟΛΛΕΣ ΦΑΛΑΙΝΕΣ «ΞΕΒΡΑΣΑΝ» ΣΤΙΣ ΑΚΤΕΣ ΝΗΣΙΟΥ — [386, 367, 545, 413]
price-item-label: ΜΠΙΣΚΟΤΑ HOBBY ΣΟΚΟΛ. 112 κιλ. 12 — [592, 1281, 761, 1311]
article-shah-fiat — [1000, 29, 1170, 330]
photo-block — [564, 74, 986, 247]
article-divider — [1000, 604, 1170, 605]
body-text: Ἕνας Γάλλος καί ἕνας Ἄγγλος ὑπήκοος κατεδικάσθησαν ἀπό σοβιετικό δικαστήριο σέ πολυετῆ κάθειρξη γιά λαθρεμπόριο χασίς. Οἱ δύο ἀλλοδαποί συνελήφθησαν στά σύνορα, ὅταν στό αὐτοκίνητό τους βρέθηκαν κρύπτες μέ σημαντική ποσότητα ναρκωτικῶν. Ἡ δίκη ἔγινε κεκλεισμένων τῶν θυρῶν καί ἡ ἀπόφαση ἀνακοινώθηκε ἀπό τό πρακτορεῖο Τάς. Οἱ πρεσβεῖες τῶν δύο χωρῶν παρακολουθοῦν τήν ὑπόθεση. — [1000, 678, 1170, 809]
moumtzidis-logo-icon — [581, 1471, 628, 1548]
body-text: Οἱ μισθοί στή Σοβιετική Ἕνωση συμπληρώνονται μέ δωρεάν παροχές: ἰατρική περίθαλψη, παιδεία, συμβολικό ἐνοίκιο καί φθηνά εἰσιτήρια συγκοινωνιῶν. Ἀπό τό ἄλλο μέρος, πολλά καταναλωτικά ἀγαθά σπανίζουν καί οἱ τιμές τους εἶναι ὑψηλές σέ σχέση μέ τά εἰσοδήματα. Ἡ νέα πενταετία προβλέπει αὔξηση τῆς παραγωγῆς καταναλωτικῶν ἀγαθῶν κατά 30% περίπου. — [1184, 751, 1384, 852]
article-kicker: Στὸ χῶρο τῆς Μέσης Ἀνατολῆς — [685, 264, 865, 279]
dateline: ΝΕΑ ΥΟΡΚΗ, 28 (Ἀσσ. Πρές).— — [564, 378, 700, 390]
article-headline: ΕΤΑΙΡΙΑ ΣΙΤΗΡΩΝ ΤΩΝ ΗΝ. ΠΟΛΙΤΕΙΩΝ ΜΗΝΥΘΗΚΕ ΓΙΑ ΑΠΑΤΗ ΑΠΟ ΤΗΝ ΚΥΒΕΡΝΗΣΗ — [382, 50, 549, 111]
price-item-label: ΖΑΧΑΡΗ ΣΑΚΚ. 3 κιλ. 158 — [592, 1316, 714, 1328]
dateline: ΟΥΑΣΙΓΚΤΩΝ, 28 (Ἰδ. Ὑπηρ.).— — [380, 156, 535, 168]
ad-slogan-line: τὸ μαγαζί μας... — [640, 1021, 910, 1070]
dateline: ΜΟΣΧΑ, 28 (Ἀσσ. Πρές).— — [380, 1525, 505, 1537]
dateline: ΡΩΜΗ, 28 (Ἀσσ. Πρές).— — [24, 753, 132, 765]
dateline: ΝΕΑΠΟΛΙΣ, 28 (Ἀσσ. Πρές).— — [380, 1118, 519, 1130]
body-text: Πέθανε σέ ἡλικία 71 ἐτῶν στή Βραζιλία ὁ περιβόητος Λιβανέζος ληστής Σαφίκ Μαλούφ, πού εἶχε γίνει θρῦλος στή Μέση Ἀνατολή κατά τόν μεσοπόλεμο. Ὁ Μαλούφ, πού εἶχε καταφύγει στό Σάο Πάολο μετά τόν πόλεμο, ἔζησε τά τελευταῖα χρόνια ἥσυχα, ἀσχολούμενος μέ τό ἐμπόριο. Ἡ κηδεία του ἔγινε χθές μέ συρροή ὁμογενῶν τῆς λιβανικῆς παροικίας. — [1000, 901, 1170, 1008]
crosshead: ΕΙΣΑΓΩΓΕΣ ΚΑΙ ΕΞΑΓΩΓΕΣ — [1397, 276, 1534, 289]
ad-announcement-2: καί τήν ἀνάθεσιν ἐκ μέρους του τῆς ΓΕΝΙΚΗΣ ΠΡΑΚΤΟΡΕΥΣΕΩΣ ΕΛΛΑΔΟΣ τῆς — [61, 1342, 325, 1376]
diamond-bullet-icon: ♦ — [781, 1352, 786, 1363]
column-divider — [559, 29, 560, 2317]
article-headline: Ο ΚΑΡΠΟΦ ΚΑΤΕΚΤΗΣΕ ΤΟ ΣΟΒΙΕΤΙΚΟ ΠΡΩΤΑΘΛΗΜΑ ΣΚΑΚΙΟΥ — [380, 1474, 551, 1520]
article-headline: ΑΦΕΘΗ ΕΛΕΥΘΕΡΟΣ Ο ΕΠΙΧΕΙΡΗΜΑΤΙΑΣ ΠΟΥ ΕΙΧΕ ΑΠΑΧΘΗ ΣΤΗΝ ΙΤΑΛΙΑ — [380, 1067, 551, 1114]
article-subhead: Εἶχε ἁρπάξει 105.000 δραχ.— Ἀπειλώντας τήν ταμία μέ πιστόλι τυλιγμένο σέ ἐφημερίδα.— Μέρα μεσημέρι — [574, 591, 976, 620]
dateline: ΑΓΚΥΡΑ, 28 (Ἰδ. Ὑπηρ.).— — [380, 684, 502, 696]
article-kicker: «Προστάτες τοῦ περιβάλλοντος» — [100, 29, 286, 44]
article-cia-books — [380, 1265, 551, 1459]
diamond-bullet-icon: ♦ — [583, 1334, 588, 1345]
article-agrigento-landslides — [1332, 934, 1556, 1254]
article-body — [380, 446, 551, 600]
price-item — [781, 1402, 967, 1419]
article-pistol-fight — [24, 29, 363, 354]
article-us-trade-deficit — [1184, 81, 1556, 461]
price-item-label: ΜΑΚΑΡΟΝΙΑ ΑΒΕΖ 112 κιλ. 11,20 — [790, 1334, 948, 1346]
article-divider — [380, 1257, 551, 1258]
diamond-bullet-icon: ♦ — [781, 1404, 786, 1414]
column-divider — [992, 29, 993, 2317]
ad-announcement: Ἀναγγέλλει τήν συνεργασία της μέ τό ΓΑΛΛΙΚΟ ΑΣΦΑΛΙΣΤΙΚΟ ΣΥΓΚΡΟΤΗΜΑ — [56, 1099, 330, 1134]
article-body — [380, 684, 551, 826]
body-text: Ὁ νεαρός παγκόσμιος πρωταθλητής τοῦ σκακιοῦ Ἀνατόλι Κάρποφ κατέκτησε καί τό πρωτάθλημα τῆς Σοβιετικῆς Ἑνώσεως, πού ἔληξε χθές στή Μόσχα. Ὁ Κάρποφ συγκέντρωσε τούς περισσότερους βαθμούς, χωρίς νά χάση οὔτε μία παρτίδα, ἐπιβεβαιώνοντας τήν ἐξαιρετική του φόρμα. Τό σοβιετικό πρωτάθλημα ἐθεωρεῖτο ἀνέκαθεν ἕνα ἀπό τά ἰσχυρότερα τουρνουά τοῦ κόσμου. — [380, 1525, 551, 1656]
continentale-seal-icon — [79, 1394, 152, 1466]
dateline: ΑΚΡΑΓΑΣ, Σικελία, 28. (Ἠνωμ. Τύπος).— — [1331, 1075, 1440, 1100]
store-address: ΕΓΝΑΤΙΑ 76 (ΕΝΑΝΤΙ ΠΑΝΑΓΙΑΣ ΧΑΛΚΕΩΝ) — [682, 1562, 929, 1577]
price-item-label: ΓΑΛΑ ΕΒΑΠΟΡΕ ΝΟΥΝΟΥ 14,50 — [592, 1265, 745, 1276]
article-subhead: Ἀποδίδονται σέ βροχοπτώσεις καί αὐθαίρετες κατασκευές.— Θά κατεδαφιστοῦν ἀνεπίτρεπτα κτίσματα — [1344, 1021, 1544, 1067]
role-label: ΠΡΟΕΔΡΟΣ Δ.Σ. — [151, 1245, 235, 1260]
article-christmas-thieves — [24, 372, 363, 620]
article-headline: Ἔπεσε πιστολίδι ὅταν διαφώνησαν στὸ μπαρμπούτι — [24, 48, 310, 145]
article-headline: Οἱ κατολισθήσεις ἀπειλοῦν τήν «κοιλάδα τῶν ναῶν» στόν Ἀκράγαντα Σικελίας — [1336, 954, 1552, 1016]
article-divider — [1184, 469, 1556, 471]
price-item — [781, 1244, 967, 1279]
article-subhead: Ὑπέβαλαν αἴτηση στόν ΟΗΕ.— Εἶναι 16.000.000 καί ζοῦν στίς τρεῖς χῶρες ὡς μειονότητες. Οἱ συνθῆκες — [571, 340, 979, 371]
article-subhead: Ὁ πιστολέρο δέν ἤξερε εὐτυχῶς καλὸ σημάδι.— Ἐξαφανίστηκε, ἀλλά συνελήφθησαν οἱ συμπαῖκτες του — [25, 150, 350, 180]
inter-brand-label: INTER — [84, 950, 165, 977]
dateline: ΠΕΙΡΑΙΕΥΣ, 28.— — [24, 188, 102, 200]
price-item-label: ΑΛΕΥΡΙ ΑΝΘΟΣ κιλ. 11,50 — [592, 1247, 714, 1259]
article-subhead: ΚΑΝΑΔΟΙ ΩΚΕΑΝΟΓΡΑΦΟΙ ΤΙΣ ΡΙΧΝΟΥΝ ΣΤΗ ΘΑΛΑΣΣΑ — [386, 418, 545, 442]
price-item — [583, 1226, 769, 1244]
price-item — [781, 1349, 967, 1384]
diamond-bullet-icon: ♦ — [781, 1334, 786, 1345]
price-item-label: ΓΑΛΑ ΕΒΑΠΟΡΕ ΤΖΕΧΑ 13,50 — [790, 1316, 932, 1328]
role-label: ΑΝΤΙΠΡΟΕΔΡΟΙ — [150, 1284, 236, 1299]
article-body — [564, 857, 986, 953]
dateline: ΧΑΛΙΦΑΞ, Νέα Σκωτία, 28 (Ἠν. Τύπος).— — [380, 446, 551, 470]
self-service-label: self service — [719, 1443, 892, 1483]
article-body — [1000, 890, 1170, 1009]
price-item — [583, 1210, 769, 1227]
body-text: Ὁ ἀγγλικός ἐπιστημονικός δορυφόρος «Ἀριέλ-5» στέλνει συνεχῶς στοιχεῖα γιά τό βόρειο σέλας καί τά ἠλεκτρομαγνητικά φαινόμενα τῆς ἀνωτέρας ἀτμοσφαίρας. Οἱ μετρήσεις, πού ἀναλύονται ἀπό βρεταννούς ἐπιστήμονες, θά βοηθήσουν στήν κατανόηση τῶν μαγνητικῶν καταιγίδων, πού ἐπηρεάζουν τίς τηλεπικοινωνίες. Τό πρόγραμμα χρηματοδοτεῖται ἀπό τό συμβούλιο ἐπιστημονικῶν ἐρευνῶν καί θά συνεχισθῆ ὥς τό 1980. Οἱ πρῶτες διαπιστώσεις δείχνουν ὅτι τό σέλας συνδέεται ἄμεσα μέ τίς ἐκρήξεις τοῦ ἡλίου καί τόν «ἡλιακό ἄνεμο», πού φθάνει στή γῆ μέ τεράστια ταχύτητα. Οἱ ἐπιστήμονες ἐλπίζουν ὅτι μέ τά νέα στοιχεῖα θά μπορέσουν νά προβλέπουν ἔγκαιρα τίς διαταραχές, ὥστε νά προστατεύωνται τά δίκτυα ἐπικοινωνιῶν καί ἠλεκτρισμοῦ. Παράλληλα μελετᾶται ἡ ἐπίδραση τῶν φαινομένων αὐτῶν στούς τεχνητούς δορυφόρους καί στά πληρώματα τῶν διαστημικῶν ἀποστολῶν. — [1000, 1075, 1170, 1360]
article-subhead: ΚΑΙ ΕΚΦΡΑΖΕΙ ΑΠΟΡΙΑ ΓΙΑ ΤΗΝ ΑΠΟΡΡΙΨΗ ΤΗΣ — [1008, 112, 1161, 136]
column-divider — [370, 29, 371, 2317]
article-headline: Ἀνακαλύφθηκε στή Ρώμη νεκρόπολη ἡλικίας 2.700 ἐτῶν — [41, 658, 345, 709]
body-text: Ἐκστρατεία κατά τῆς λύσσας ἄρχισε προχθές στήν Ἱερουσαλήμ, ὕστερα ἀπό τόν ἐντοπισμό κρουσμάτων σέ ζῶα τῆς περιοχῆς. Συνεργεῖα τοῦ δήμου ἐξώντωσαν ἤδη 760 ἀδέσποτους σκύλους, ἐνῶ ἐμβολιάζονται ὅλα τά δεσποζόμενα ζῶα. Οἱ ὑγειονομικές ἀρχές συνιστοῦν στούς κατοίκους νά ἀποφεύγουν κάθε ἐπαφή μέ ἀδέσποτα καί νά δηλώνουν ἀμέσως κάθε ὕποπτο κροῦσμα. Ἡ ἐκστρατεία θά συνεχισθῆ ὥσπου νά ἐκλείψη κάθε κίνδυνος γιά τόν πληθυσμό. — [1000, 454, 1170, 596]
article-body — [380, 1526, 551, 1657]
body-text: Ἔκθεση βιβλίων πού χρηματοδοτεῖ ἡ ἀμερικανική ΣΙΑ ὠργανώθηκε στό Λονδίνο, ὅπως ἀποκαλύπτει ὁ βρεταννικός τύπος. Τά βιβλία, πού κυκλοφοροῦν σέ πολλές γλῶσσες, ἐκδίδονται ἀπό ἑταιρίες πού ἐλέγχονται ἐμμέσως ἀπό τήν ὑπηρεσία καί προβάλλουν τίς ἀμερικανικές θέσεις. Ἡ ἀποκάλυψη προκάλεσε ζωηρά σχόλια στούς πνευματικούς κύκλους τῆς ἀγγλικῆς πρωτευούσης καί ἐρωτήματα γιά τόν ρόλο τῆς ΣΙΑ στόν χῶρο τοῦ βιβλίου. — [380, 1315, 551, 1458]
body-text: Ἄγνωστος παραμένει ὁ δράστης τῆς χθεσινῆς ληστείας σέ ὑποκατάστημα τῆς Τραπέζης Πίστεως. Ὁ ληστής, νεαρός μέ καθαρή ἐμφάνιση, πλησίασε μέρα μεσημέρι τό ταμεῖο καί, ἀπειλώντας τήν ταμία μέ πιστόλι τυλιγμένο σέ ἐφημερίδα, ἅρπαξε 105.000 δραχμές καί ἐξαφανίσθηκε μέ ἄνεση ἀνάμεσα στούς διαβάτες. Ἡ ταμίας κατέθεσε ὅτι ὁ δράστης μιλοῦσε ἤρεμα καί τῆς ἔδειξε σημείωμα μέ τό ὁποῖο ζητοῦσε τά χρήματα. Ἡ ἀστυνομία ἐξετάζει τίς καταθέσεις τῶν ὑπαλλήλων καί ἀναζητεῖ στοιχεῖα ἀπό τά δελτία τῶν κυκλοφορούντων στήν περιοχή. Μέχρι ἀργά χθές τή νύχτα δέν εἶχε προκύψει τίποτε γιά τήν ταυτότητά του, καί ὁ ἔνοπλος ληστής παραμένει ἄφαντος. — [564, 628, 986, 722]
store-brand-name: ΜΟΥΜΤΖΙΔΗ — [641, 1501, 969, 1561]
price-item-label: ΤΣΟΥΡΕΚΙΑ - ΒΑΣΙΛΟΠΙΤΕΣ 1/2 κιλ. 32 — [790, 1281, 958, 1311]
diamond-bullet-icon: ♦ — [781, 1176, 786, 1187]
soviet-wages-continuation — [1184, 932, 1322, 1256]
article-body — [1000, 1075, 1170, 1360]
article-divider — [24, 362, 363, 365]
body-text: Ὁ σάχης τῆς Περσίας ἐδήλωσε ὅτι ἡ προσφορά πού εἶχε ὑποβάλει στή «Φίατ» ἦταν καλύτερη ἀπό ἐκείνη τῆς Λιβύης καί ἐκφράζει ἀπορία γιατί ἀπερρίφθη. Ὅπως εἶπε, ἡ Περσία ἦταν διατεθειμένη νά καταβάλη ὑψηλότερο τίμημα γιά τό ποσοστό τῶν μετοχῶν πού τελικά περιῆλθε στή Λιβύη. Ὁ πρόεδρος τῆς «Φίατ» κ. Τζιοβάννι Ἀνιέλλι ἀπέφυγε κάθε σχόλιο, οἱ ἰταλικές ἐφημερίδες ὅμως γράφουν ὅτι ἡ συμφωνία μέ τήν Τρίπολη εἶχε καί πολιτικά κίνητρα, συνδεόμενα μέ τόν ἐφοδιασμό τῆς Ἰταλίας σέ πετρέλαιο. Ἡ ὑπόθεση ἀπασχολεῖ ζωηρά τόν οἰκονομικό τύπο, πού κάνει λόγο γιά παρασκηνιακές διαπραγματεύσεις ἑβδομάδων. — [1000, 140, 1170, 329]
article-body — [1332, 1075, 1556, 1254]
article-pipeline — [380, 617, 551, 826]
article-divider — [564, 731, 986, 734]
ad-asco-insurance — [24, 883, 363, 1466]
advertiser-type: ΑΣΦΑΛΕΙΑΙ ΕΠΕ — [105, 1068, 281, 1084]
